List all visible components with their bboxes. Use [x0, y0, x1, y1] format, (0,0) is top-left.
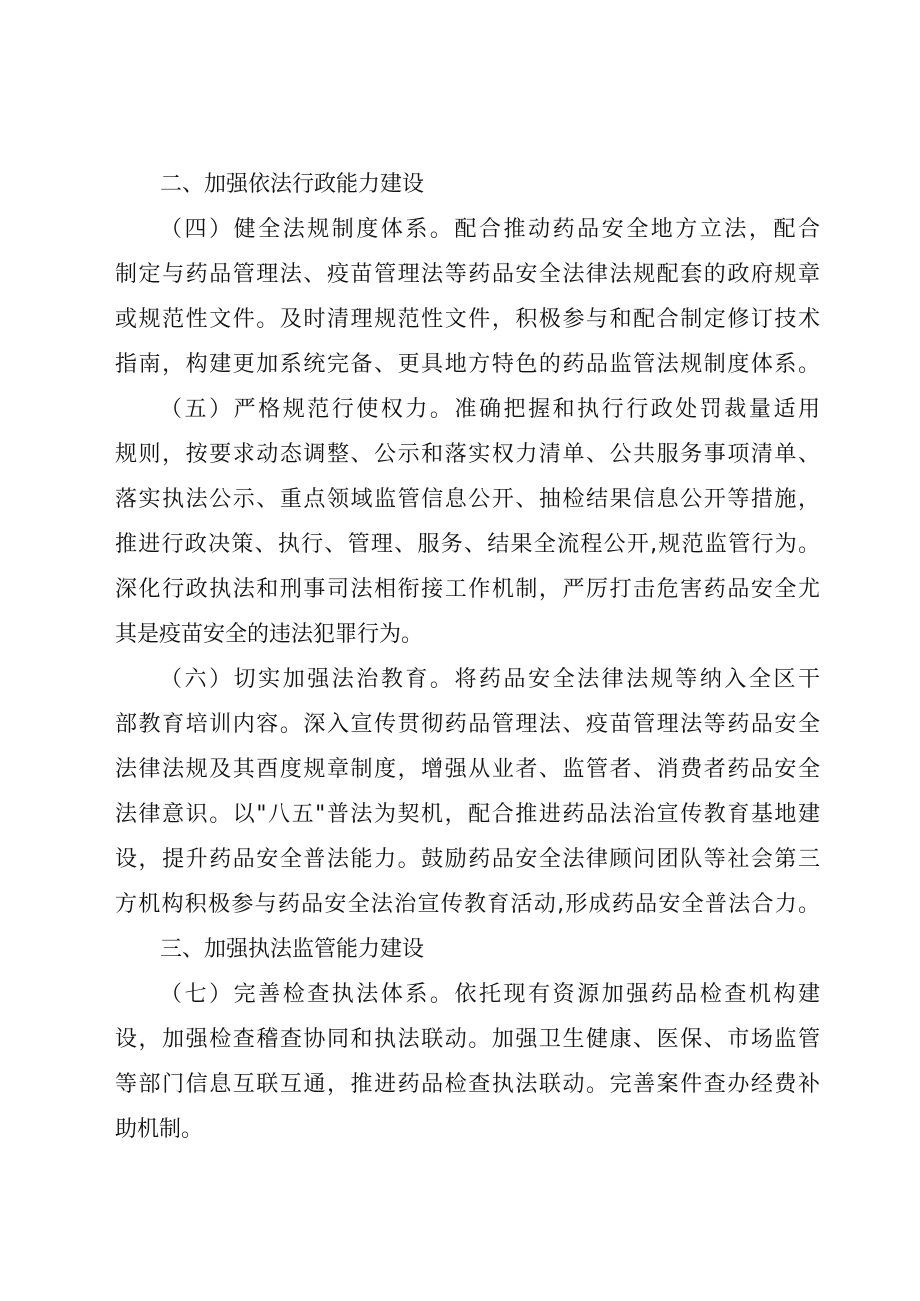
- paragraph-5-line-6: 其是疫苗安全的违法犯罪行为。: [115, 622, 424, 647]
- paragraph-5-line-2: 规则，按要求动态调整、公示和落实权力清单、公共服务事项清单、: [115, 442, 820, 467]
- paragraph-7-line-4: 助机制。: [115, 1117, 204, 1142]
- paragraph-6-line-5: 设，提升药品安全普法能力。鼓励药品安全法律顾问团队等社会第三: [115, 847, 820, 872]
- paragraph-6-line-1: （六）切实加强法治教育。将药品安全法律法规等纳入全区干: [160, 667, 820, 692]
- paragraph-5-line-3: 落实执法公示、重点领域监管信息公开、抽检结果信息公开等措施，: [115, 487, 820, 512]
- paragraph-4-line-1: （四）健全法规制度体系。配合推动药品安全地方立法，配合: [160, 217, 820, 242]
- paragraph-4-line-3: 或规范性文件。及时清理规范性文件，积极参与和配合制定修订技术: [115, 307, 820, 332]
- paragraph-6-line-2: 部教育培训内容。深入宣传贯彻药品管理法、疫苗管理法等药品安全: [115, 712, 820, 737]
- paragraph-4-line-4: 指南，构建更加系统完备、更具地方特色的药品监管法规制度体系。: [115, 352, 820, 377]
- paragraph-6-line-6: 方机构积极参与药品安全法治宣传教育活动,形成药品安全普法合力。: [115, 892, 820, 917]
- paragraph-4-line-2: 制定与药品管理法、疫苗管理法等药品安全法律法规配套的政府规章: [115, 262, 820, 287]
- section-heading-2: 二、加强依法行政能力建设: [160, 172, 425, 197]
- paragraph-5-line-1: （五）严格规范行使权力。准确把握和执行行政处罚裁量适用: [160, 397, 820, 422]
- paragraph-5-line-4: 推进行政决策、执行、管理、服务、结果全流程公开,规范监管行为。: [115, 532, 820, 557]
- section-heading-3: 三、加强执法监管能力建设: [160, 937, 425, 962]
- paragraph-7-line-3: 等部门信息互联互通，推进药品检查执法联动。完善案件查办经费补: [115, 1072, 820, 1097]
- paragraph-7-line-1: （七）完善检查执法体系。依托现有资源加强药品检查机构建: [160, 982, 820, 1007]
- paragraph-6-line-3: 法律法规及其酉度规章制度，增强从业者、监管者、消费者药品安全: [115, 757, 820, 782]
- paragraph-6-line-4: 法律意识。以"八五"普法为契机，配合推进药品法治宣传教育基地建: [115, 802, 820, 827]
- paragraph-7-line-2: 设，加强检查稽查协同和执法联动。加强卫生健康、医保、市场监管: [115, 1027, 820, 1052]
- paragraph-5-line-5: 深化行政执法和刑事司法相衔接工作机制，严厉打击危害药品安全尤: [115, 577, 820, 602]
